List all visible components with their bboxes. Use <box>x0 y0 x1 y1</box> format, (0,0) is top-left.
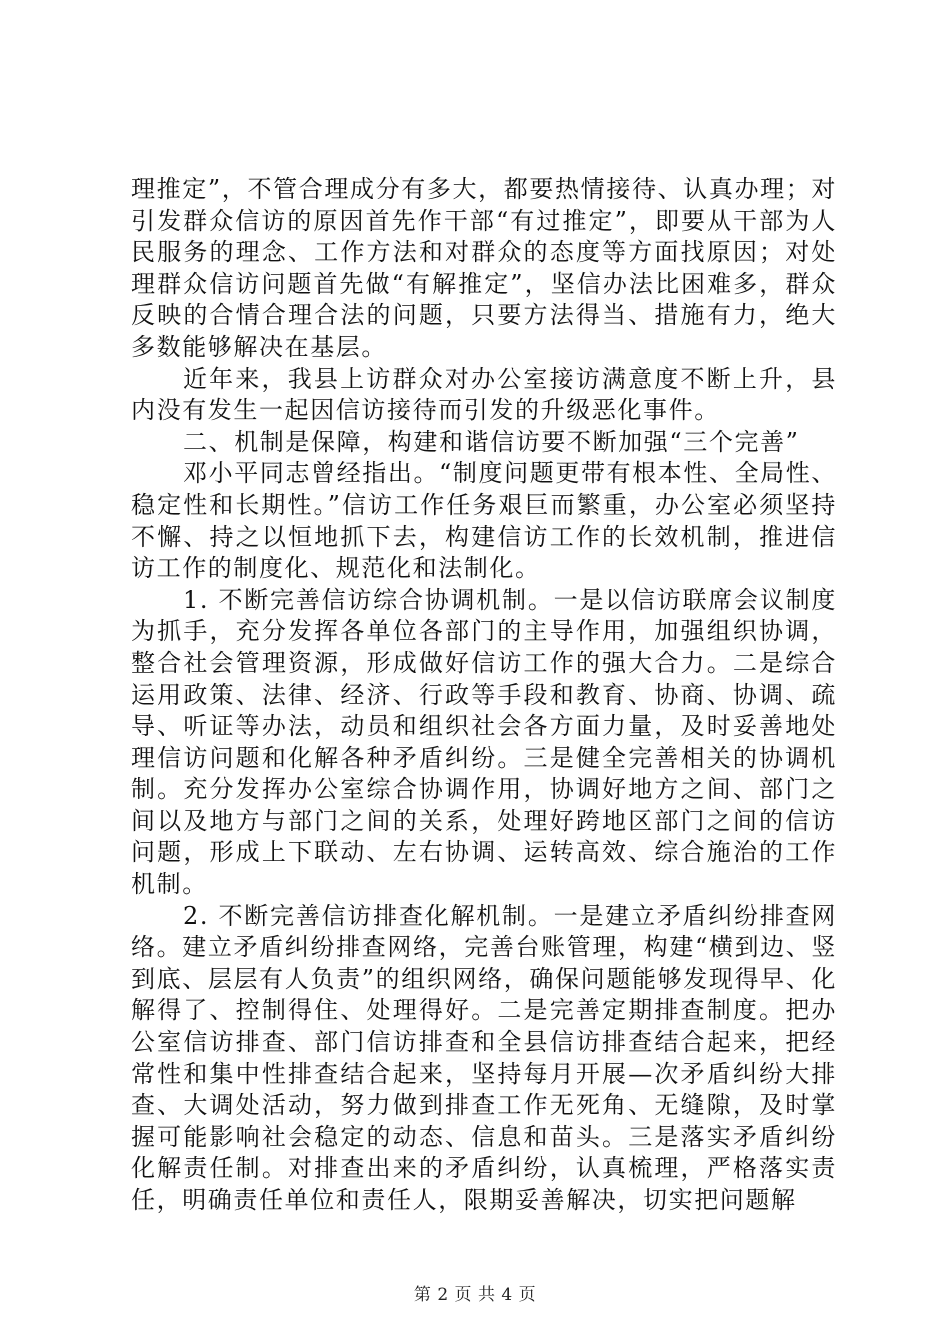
paragraph-item-1-coordination: 1. 不断完善信访综合协调机制。一是以信访联席会议制度为抓手，充分发挥各单位各部门的主导作用，加强组织协调，整合社会管理资源，形成做好信访工作的强大合力。二是综合运用政策、法律、经济、行政等手段和教育、协商、协调、疏导、听证等办法，动员和组织社会各方面力量，及时妥善地处理信访问题和化解各种矛盾纠纷。三是健全完善相关的协调机制。充分发挥办公室综合协调作用，协调好地方之间、部门之间以及地方与部门之间的关系，处理好跨地区部门之间的信访问题，形成上下联动、左右协调、运转高效、综合施治的工作机制。 <box>131 585 837 899</box>
document-body <box>131 174 837 1217</box>
paragraph-satisfaction: 近年来，我县上访群众对办公室接访满意度不断上升，县内没有发生一起因信访接待而引发的升级恶化事件。 <box>131 364 837 425</box>
paragraph-deng-quote: 邓小平同志曾经指出。“制度问题更带有根本性、全局性、稳定性和长期性。”信访工作任务艰巨而繁重，办公室必须坚持不懈、持之以恒地抓下去，构建信访工作的长效机制，推进信访工作的制度化、规范化和法制化。 <box>131 459 837 583</box>
paragraph-continuation: 理推定”，不管合理成分有多大，都要热情接待、认真办理；对引发群众信访的原因首先作干部“有过推定”，即要从干部为人民服务的理念、工作方法和对群众的态度等方面找原因；对处理群众信访问题首先做“有解推定”，坚信办法比困难多，群众反映的合情合理合法的问题，只要方法得当、措施有力，绝大多数能够解决在基层。 <box>131 175 837 361</box>
section-heading-mechanism: 二、机制是保障，构建和谐信访要不断加强“三个完善” <box>183 427 800 456</box>
paragraph-item-2-investigation: 2. 不断完善信访排查化解机制。一是建立矛盾纠纷排查网络。建立矛盾纠纷排查网络，完善台账管理，构建“横到边、竖到底、层层有人负责”的组织网络，确保问题能够发现得早、化解得了、控制得住、处理得好。二是完善定期排查制度。把办公室信访排查、部门信访排查和全县信访排查结合起来，把经常性和集中性排查结合起来，坚持每月开展—次矛盾纠纷大排查、大调处活动，努力做到排查工作无死角、无缝隙，及时掌握可能影响社会稳定的动态、信息和苗头。三是落实矛盾纠纷化解责任制。对排查出来的矛盾纠纷，认真梳理，严格落实责任，明确责任单位和责任人，限期妥善解决，切实把问题解 <box>131 901 837 1214</box>
page-number-footer: 第 2 页 共 4 页 <box>413 1285 537 1305</box>
